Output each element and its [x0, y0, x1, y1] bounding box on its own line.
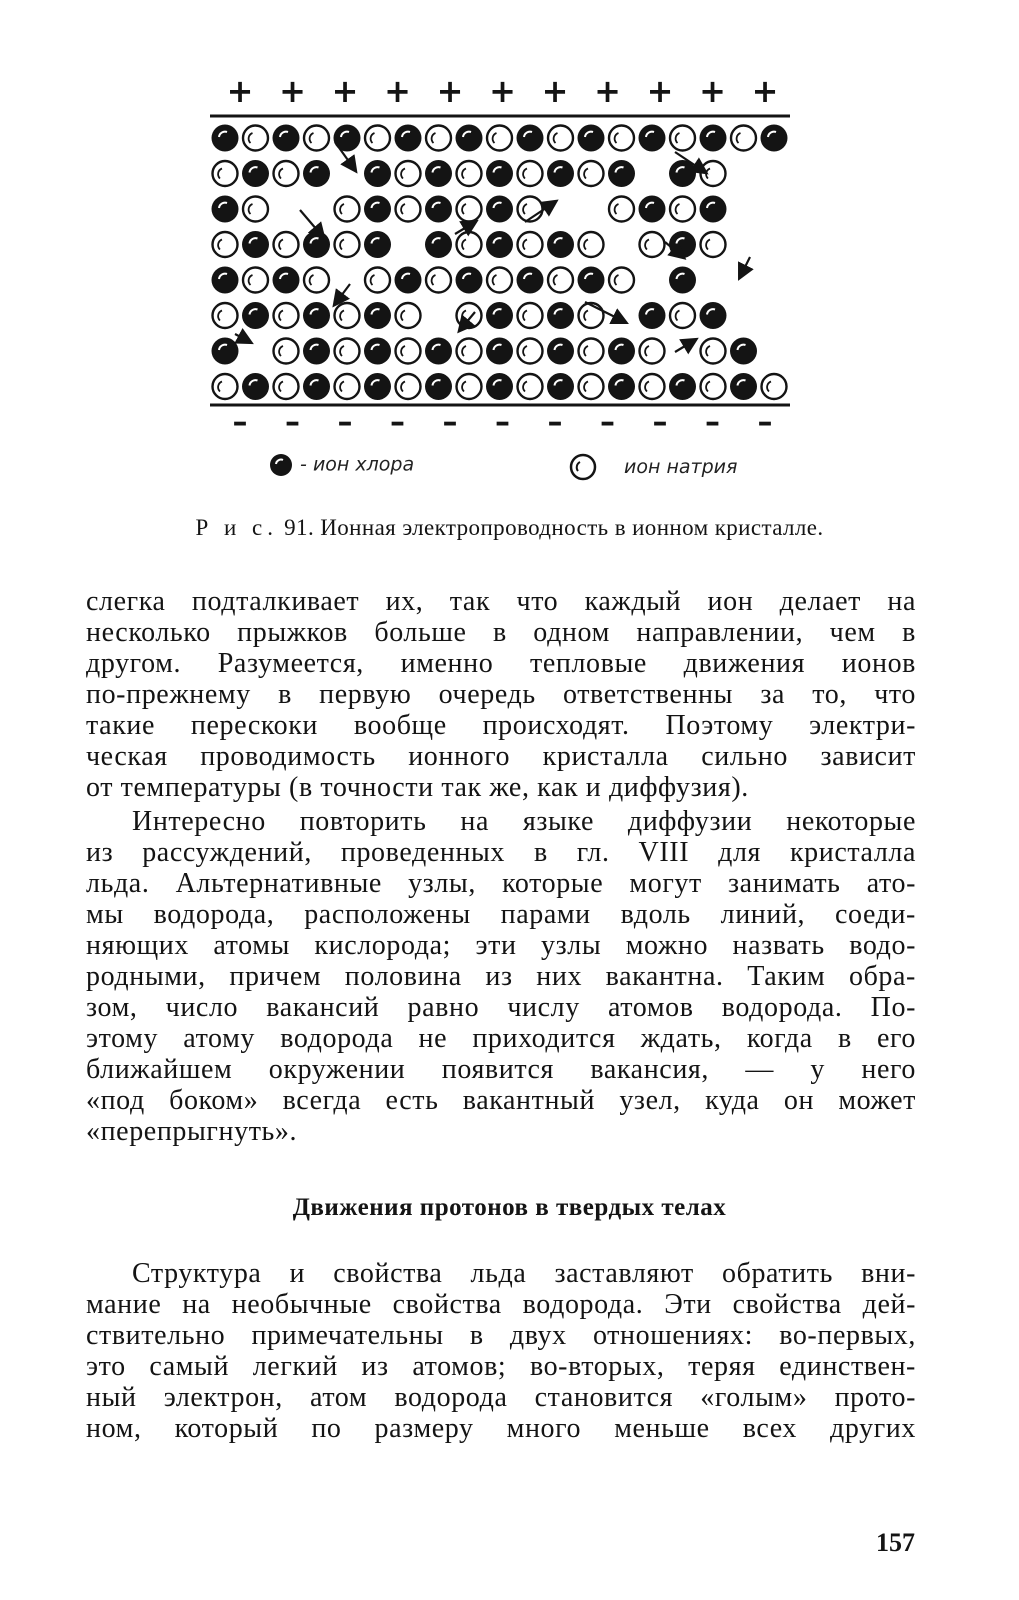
- chlorine-ion: [364, 160, 391, 187]
- sodium-ion: [640, 339, 665, 364]
- chlorine-ion: [486, 338, 513, 365]
- sodium-ion: [609, 197, 634, 222]
- sodium-ion: [243, 268, 268, 293]
- sodium-ion: [213, 374, 238, 399]
- chlorine-ion: [547, 160, 574, 187]
- chlorine-ion-icon: [268, 452, 294, 478]
- text-line: Структура и свойства льда заставляют обратить вни-: [132, 1258, 916, 1289]
- text-line: по-прежнему в первую очередь ответственны за то, что: [86, 679, 916, 710]
- chlorine-ion: [364, 373, 391, 400]
- chlorine-ion: [364, 231, 391, 258]
- chlorine-ion: [517, 267, 544, 294]
- legend-sodium-label: ион натрия: [624, 455, 738, 478]
- sodium-ion: [579, 339, 604, 364]
- chlorine-ion: [242, 373, 269, 400]
- chlorine-ion: [761, 125, 788, 152]
- minus-sign: –: [757, 405, 773, 432]
- minus-sign: –: [705, 405, 720, 432]
- sodium-ion: [396, 161, 421, 186]
- plus-sign: +: [279, 72, 306, 110]
- minus-sign: –: [495, 405, 510, 432]
- chlorine-ion: [547, 231, 574, 258]
- sodium-ion: [670, 303, 695, 328]
- chlorine-ion: [456, 125, 483, 152]
- chlorine-ion: [486, 196, 513, 223]
- sodium-ion: [426, 268, 451, 293]
- text-line: няющих атомы кислорода; эти узлы можно назвать водо-: [86, 930, 916, 961]
- jump-arrow: [335, 284, 350, 304]
- sodium-ion: [731, 126, 756, 151]
- sodium-ion: [579, 161, 604, 186]
- chlorine-ion: [517, 125, 544, 152]
- minus-sign: –: [285, 405, 300, 432]
- plus-sign: +: [226, 72, 254, 110]
- sodium-ion: [762, 374, 787, 399]
- text-line: «перепрыгнуть».: [86, 1116, 298, 1147]
- chlorine-ion: [669, 373, 696, 400]
- chlorine-ion: [395, 125, 422, 152]
- chlorine-ion: [425, 373, 452, 400]
- chlorine-ion: [700, 125, 727, 152]
- chlorine-ion: [639, 196, 666, 223]
- sodium-ion: [396, 374, 421, 399]
- text-line: этому атому водорода не приходится ждать, когда в его: [86, 1023, 916, 1054]
- sodium-ion: [365, 126, 390, 151]
- chlorine-ion: [212, 125, 239, 152]
- plus-sign: +: [699, 72, 726, 110]
- chlorine-ion: [364, 196, 391, 223]
- text-line: другом. Разумеется, именно тепловые движения ионов: [86, 648, 916, 679]
- chlorine-ion: [242, 160, 269, 187]
- jump-arrow: [740, 257, 750, 277]
- sodium-ion: [335, 339, 360, 364]
- sodium-ion: [396, 197, 421, 222]
- chlorine-ion: [395, 267, 422, 294]
- sodium-ion: [518, 374, 543, 399]
- minus-sign: –: [600, 405, 615, 432]
- sodium-ion: [640, 232, 665, 257]
- chlorine-ion: [547, 373, 574, 400]
- sodium-ion: [274, 161, 299, 186]
- sodium-ion: [243, 126, 268, 151]
- text-line: мы водорода, расположены парами вдоль линий, соеди-: [86, 899, 916, 930]
- legend-chlorine: [268, 452, 414, 478]
- text-line: родными, причем половина из них вакантна. Таким обра-: [86, 961, 916, 992]
- plus-sign: +: [541, 72, 569, 110]
- chlorine-ion: [212, 267, 239, 294]
- minus-sign: –: [337, 405, 353, 432]
- sodium-ion: [640, 374, 665, 399]
- sodium-ion: [243, 197, 268, 222]
- minus-sign: –: [442, 405, 458, 432]
- chlorine-ion: [547, 302, 574, 329]
- chlorine-ion: [730, 338, 757, 365]
- chlorine-ion: [425, 231, 452, 258]
- minus-sign: –: [390, 405, 405, 432]
- minus-sign: –: [547, 405, 563, 432]
- chlorine-ion: [486, 302, 513, 329]
- jump-arrow: [235, 334, 250, 342]
- minus-sign: –: [652, 405, 668, 432]
- text-line: такие перескоки вообще происходят. Поэтому электри-: [86, 710, 916, 741]
- text-line: «под боком» всегда есть вакантный узел, куда он может: [86, 1085, 916, 1116]
- sodium-ion: [396, 303, 421, 328]
- jump-arrow: [585, 302, 625, 322]
- text-line: ном, который по размеру много меньше всех других: [86, 1413, 916, 1444]
- sodium-ion: [335, 303, 360, 328]
- legend-sodium: [568, 452, 737, 482]
- chlorine-ion: [547, 338, 574, 365]
- sodium-ion: [579, 232, 604, 257]
- chlorine-ion: [730, 373, 757, 400]
- chlorine-ion: [303, 160, 330, 187]
- sodium-ion: [518, 232, 543, 257]
- text-line: мание на необычные свойства водорода. Эти свойства дей-: [86, 1289, 916, 1320]
- chlorine-ion: [273, 267, 300, 294]
- plus-sign: +: [594, 72, 621, 110]
- chlorine-ion: [578, 267, 605, 294]
- plus-sign: +: [751, 72, 779, 110]
- sodium-ion: [701, 374, 726, 399]
- sodium-ion: [609, 126, 634, 151]
- section-heading: Движения протонов в твердых телах: [292, 1194, 727, 1221]
- sodium-ion: [487, 126, 512, 151]
- sodium-ion: [335, 232, 360, 257]
- text-line: несколько прыжков больше в одном направлении, чем в: [86, 617, 916, 648]
- chlorine-ion: [608, 373, 635, 400]
- plus-sign: +: [489, 72, 516, 110]
- sodium-ion: [426, 126, 451, 151]
- chlorine-ion: [608, 338, 635, 365]
- sodium-ion: [670, 197, 695, 222]
- text-line: ческая проводимость ионного кристалла сильно зависит: [86, 741, 916, 772]
- chlorine-ion: [303, 338, 330, 365]
- chlorine-ion: [669, 231, 696, 258]
- chlorine-ion: [700, 196, 727, 223]
- chlorine-ion: [364, 302, 391, 329]
- sodium-ion: [304, 268, 329, 293]
- text-line: зом, число вакансий равно числу атомов водорода. По-: [86, 992, 916, 1023]
- jump-arrow: [525, 202, 555, 222]
- chlorine-ion: [364, 338, 391, 365]
- text-line: это самый легкий из атомов; во-вторых, теряя единствен-: [86, 1351, 916, 1382]
- chlorine-ion: [486, 160, 513, 187]
- chlorine-ion: [425, 160, 452, 187]
- legend-chlorine-label: - ион хлора: [300, 453, 415, 476]
- sodium-ion: [396, 339, 421, 364]
- chlorine-ion: [303, 302, 330, 329]
- chlorine-ion: [608, 160, 635, 187]
- sodium-ion: [701, 161, 726, 186]
- chlorine-ion: [486, 231, 513, 258]
- sodium-ion: [457, 161, 482, 186]
- chlorine-ion: [486, 373, 513, 400]
- sodium-ion: [518, 339, 543, 364]
- chlorine-ion: [578, 125, 605, 152]
- text-line: ближайшем окружении появится вакансия, — у него: [86, 1054, 916, 1085]
- chlorine-ion: [303, 373, 330, 400]
- sodium-ion: [457, 232, 482, 257]
- chlorine-ion: [212, 196, 239, 223]
- chlorine-ion: [669, 267, 696, 294]
- caption-prefix: Р и с.: [195, 515, 278, 540]
- minus-sign: –: [232, 405, 248, 432]
- plus-sign: +: [331, 72, 359, 110]
- sodium-ion: [701, 339, 726, 364]
- chlorine-ion: [242, 302, 269, 329]
- sodium-ion: [457, 374, 482, 399]
- chlorine-ion: [639, 125, 666, 152]
- sodium-ion: [457, 197, 482, 222]
- chlorine-ion: [639, 302, 666, 329]
- sodium-ion: [335, 374, 360, 399]
- sodium-ion: [518, 303, 543, 328]
- figure-caption: [0, 515, 1019, 541]
- caption-text: 91. Ионная электропроводность в ионном кристалле.: [278, 515, 824, 540]
- negative-electrode-signs: [233, 405, 773, 432]
- text-line: Интересно повторить на языке диффузии некоторые: [132, 806, 916, 837]
- sodium-ion: [609, 268, 634, 293]
- chlorine-ion: [242, 231, 269, 258]
- ion-lattice: [212, 125, 788, 401]
- jump-arrow: [675, 340, 695, 352]
- paragraph-2: [86, 806, 916, 1147]
- sodium-ion: [457, 339, 482, 364]
- chlorine-ion: [425, 196, 452, 223]
- paragraph-3: [86, 1258, 916, 1444]
- sodium-ion: [213, 303, 238, 328]
- text-line: ствительно примечательны в двух отношениях: во-первых,: [86, 1320, 916, 1351]
- sodium-ion: [213, 232, 238, 257]
- chlorine-ion: [303, 231, 330, 258]
- plus-sign: +: [646, 72, 674, 110]
- sodium-ion: [274, 374, 299, 399]
- text-line: льда. Альтернативные узлы, которые могут занимать ато-: [86, 868, 916, 899]
- text-line: слегка подталкивает их, так что каждый ион делает на: [86, 586, 916, 617]
- paragraph-1: [86, 586, 916, 803]
- sodium-ion: [335, 197, 360, 222]
- chlorine-ion: [456, 267, 483, 294]
- sodium-ion: [701, 232, 726, 257]
- plus-sign: +: [384, 72, 411, 110]
- chlorine-ion: [212, 338, 239, 365]
- sodium-ion: [579, 374, 604, 399]
- sodium-ion: [548, 268, 573, 293]
- sodium-ion: [487, 268, 512, 293]
- text-line: от температуры (в точности так же, как и диффузия).: [86, 772, 749, 803]
- sodium-ion: [274, 339, 299, 364]
- sodium-ion: [518, 161, 543, 186]
- sodium-ion: [304, 126, 329, 151]
- sodium-ion-icon: [568, 452, 598, 482]
- sodium-ion: [365, 268, 390, 293]
- page-number: 157: [876, 1528, 915, 1557]
- sodium-ion: [213, 161, 238, 186]
- positive-electrode-signs: [227, 72, 779, 110]
- plus-sign: +: [436, 72, 464, 110]
- ionic-crystal-figure: [205, 72, 795, 432]
- chlorine-ion: [273, 125, 300, 152]
- text-line: из рассуждений, проведенных в гл. VIII для кристалла: [86, 837, 916, 868]
- sodium-ion: [670, 126, 695, 151]
- text-line: ный электрон, атом водорода становится «голым» прото-: [86, 1382, 916, 1413]
- sodium-ion: [274, 303, 299, 328]
- sodium-ion: [548, 126, 573, 151]
- sodium-ion: [457, 303, 482, 328]
- chlorine-ion: [425, 338, 452, 365]
- sodium-ion: [274, 232, 299, 257]
- chlorine-ion: [700, 302, 727, 329]
- sodium-ion: [579, 303, 604, 328]
